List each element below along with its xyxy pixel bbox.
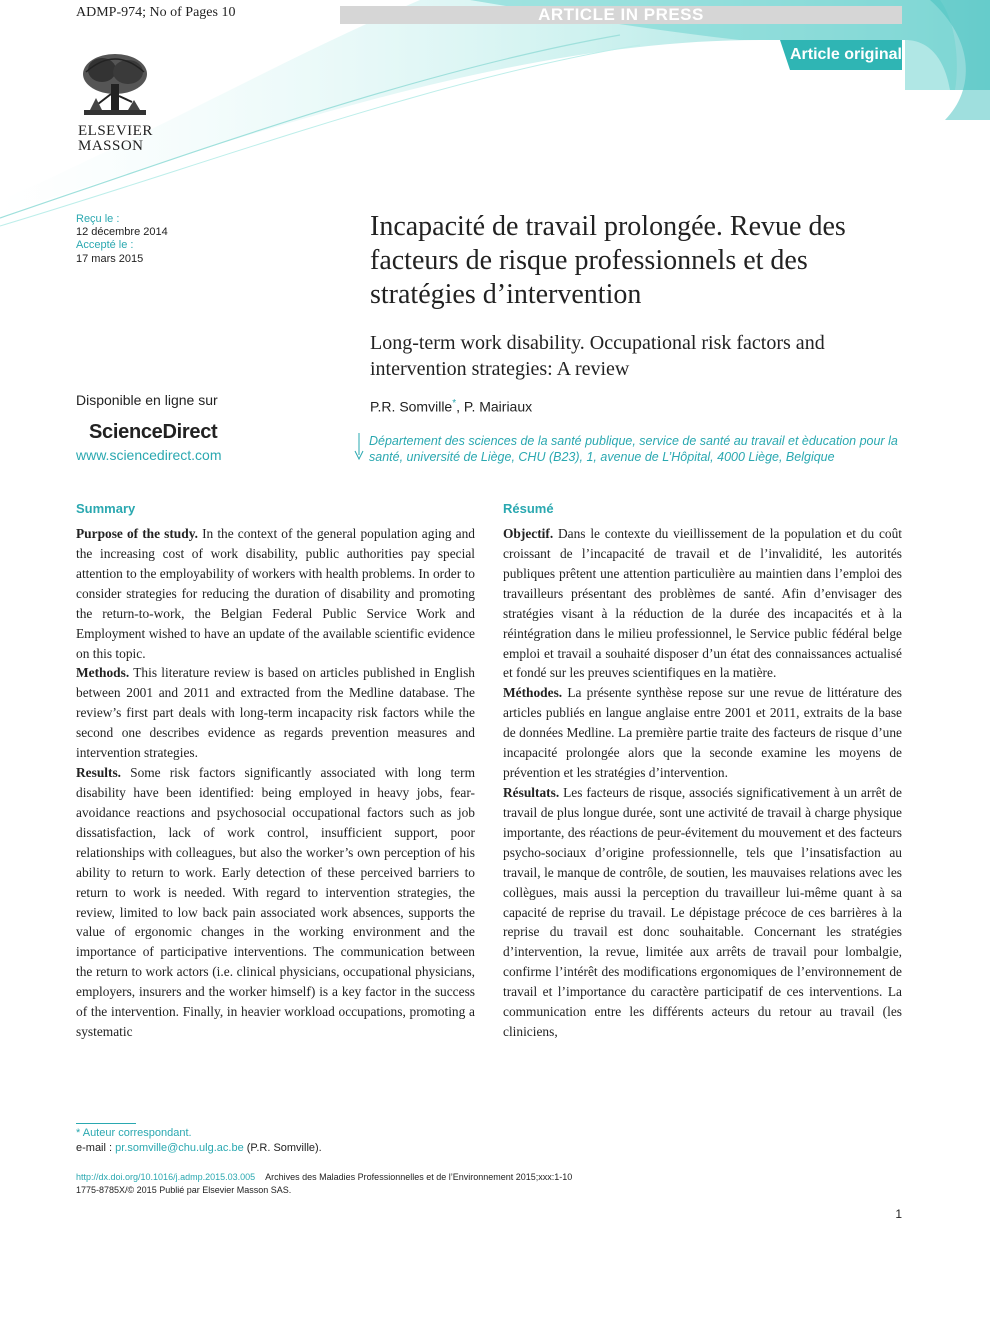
resume-resultats: Résultats. Les facteurs de risque, associés significativement à un arrêt de travail de plus longue durée, sont une activité de travail à charge physique importante, des réactions de peur-évitement du mouvement et des facteurs psycho-sociaux d’origine professionnelle, tels que l’insatisfaction au travail, le manque de contrôle, de soutien, les mauvaises relations avec les collègues, mais aussi la perception du travailleur lui-même quant à sa capacité de reprise du travail. Le dépistage précoce de ces barrières à la reprise du travail est donc souhaitable. Concernant les stratégies d’intervention, la revue, limitée aux arrêts de travail pour lombalgie, confirme l’intérêt des modifications ergonomiques de l’environnement de travail et l’importance du caractère participatif de ces interventions. La communication entre les différents acteurs du retour au travail (les cliniciens, [503,784,902,1040]
author-mairiaux[interactable]: P. Mairiaux [463,398,533,415]
available-online-label: Disponible en ligne sur [76,392,218,408]
resume-methodes: Méthodes. La présente synthèse repose sur une revue de littérature des articles publiés en langue anglaise entre 2001 et 2011, extraits de la base de données Medline. La première partie traite des facteurs de risque d’une incapacité prolongée alors que la seconde examine les moyens de prévention et les stratégies d’intervention. [503,685,902,781]
page-number: 1 [895,1207,902,1221]
summary-methods-label: Methods. [76,665,130,681]
accepted-date: 17 mars 2015 [76,253,144,265]
article-title-english: Long-term work disability. Occupational risk factors and intervention strategies: A review [370,332,825,380]
corresponding-author-mark[interactable]: * [452,398,457,409]
accepted-label: Accepté le : [76,239,134,251]
author-separator: , [456,398,464,415]
publisher-name-line1: ELSEVIER [78,123,153,139]
corresponding-author-note: * Auteur correspondant. [76,1127,192,1139]
citation-line [76,1172,572,1182]
copyright-line: 1775-8785X/© 2015 Publié par Elsevier Masson SAS. [76,1185,292,1195]
article-title-french: Incapacité de travail prolongée. Revue des facteurs de risque professionnels et des stratégies d’intervention [370,211,846,310]
sciencedirect-link[interactable]: www.sciencedirect.com [76,447,222,463]
author-email-link[interactable]: pr.somville@chu.ulg.ac.be [115,1142,244,1154]
journal-citation: Archives des Maladies Professionnelles et de l’Environnement 2015;xxx:1-10 [265,1172,573,1182]
author-list [370,398,532,415]
manuscript-id: ADMP-974; No of Pages 10 [76,5,236,20]
author-somville[interactable]: P.R. Somville [370,398,453,415]
email-note: e-mail : pr.somville@chu.ulg.ac.be (P.R. Somville). [76,1142,322,1154]
sciencedirect-logo: ScienceDirect [89,421,218,443]
resume-methodes-label: Méthodes. [503,685,563,701]
article-in-press-label: ARTICLE IN PRESS [538,5,704,24]
resume-heading: Résumé [503,501,554,516]
resume-objectif: Objectif. Dans le contexte du vieillissement de la population et du coût croissant de l’incapacité de travail et de l’invalidité, les autorités publiques prêtent une attention particulière au maintien dans l’emploi des travailleurs présentant des problèmes de santé. Afin d’envisager des stratégies visant à la réduction de la durée des incapacités et à la réintégration dans le milieu professionnel, le Service public fédéral belge emploi et travail a souhaité disposer d’un état des connaissances actualisé et fondé sur les preuves scientifiques en la matière. [503,526,902,681]
doi-link[interactable]: http://dx.doi.org/10.1016/j.admp.2015.03.005 [76,1172,256,1182]
elsevier-tree-logo-icon [76,50,154,122]
article-type-label: Article original [789,46,902,63]
summary-purpose: Purpose of the study. In the context of the general population aging and the increasing cost of work disability, public authorities pay special attention to the employability of workers with health problems. In order to consider strategies for reducing the duration of disability and promoting the return-to-work, the Belgian Federal Public Service Work and Employment wished to have an update of the available scientific evidence on this topic. [76,526,475,661]
summary-methods: Methods. This literature review is based on articles published in English between 2001 and 2011 and extracted from the Medline database. The review’s first part deals with long-term incapacity risk factors while the second one describes evidence as regards prevention measures and intervention strategies. [76,665,475,761]
received-date: 12 décembre 2014 [76,226,168,238]
footnote-divider [76,1123,136,1124]
summary-results: Results. Some risk factors significantly associated with long term disability have been identified: being employed in heavy jobs, fear-avoidance reactions and psychosocial occupational factors such as job dissatisfaction, lack of work control, insufficient support, poor relationships with colleagues, but also the worker’s own perception of his ability to return to work. Early detection of these perceived barriers to return to work is needed. With regard to intervention strategies, the review, limited to low back pain associated work absences, supports the value of ergonomic changes in the working environment and the importance of participative interventions. The communication between the return to work actors (i.e. clinical physicians, occupational physicians, employers, insurers and the worker himself) is a key factor in the success of the intervention. Finally, in heavier workload occupations, promoting a systematic [76,765,475,1040]
resume-resultats-label: Résultats. [503,784,560,800]
summary-heading: Summary [76,501,136,516]
summary-purpose-label: Purpose of the study. [76,526,198,541]
received-label: Reçu le : [76,213,120,225]
author-affiliation: Département des sciences de la santé publique, service de santé au travail et èducation pour la santé, université de Liège, CHU (B23), 1, avenue de L’Hôpital, 4000 Liège, Belgique [369,434,898,464]
summary-results-label: Results. [76,765,122,781]
affiliation-arrow-icon [354,433,364,461]
resume-body [503,524,902,1042]
publisher-name-line2: MASSON [78,138,144,154]
summary-body [76,524,475,1042]
resume-objectif-label: Objectif. [503,526,554,541]
